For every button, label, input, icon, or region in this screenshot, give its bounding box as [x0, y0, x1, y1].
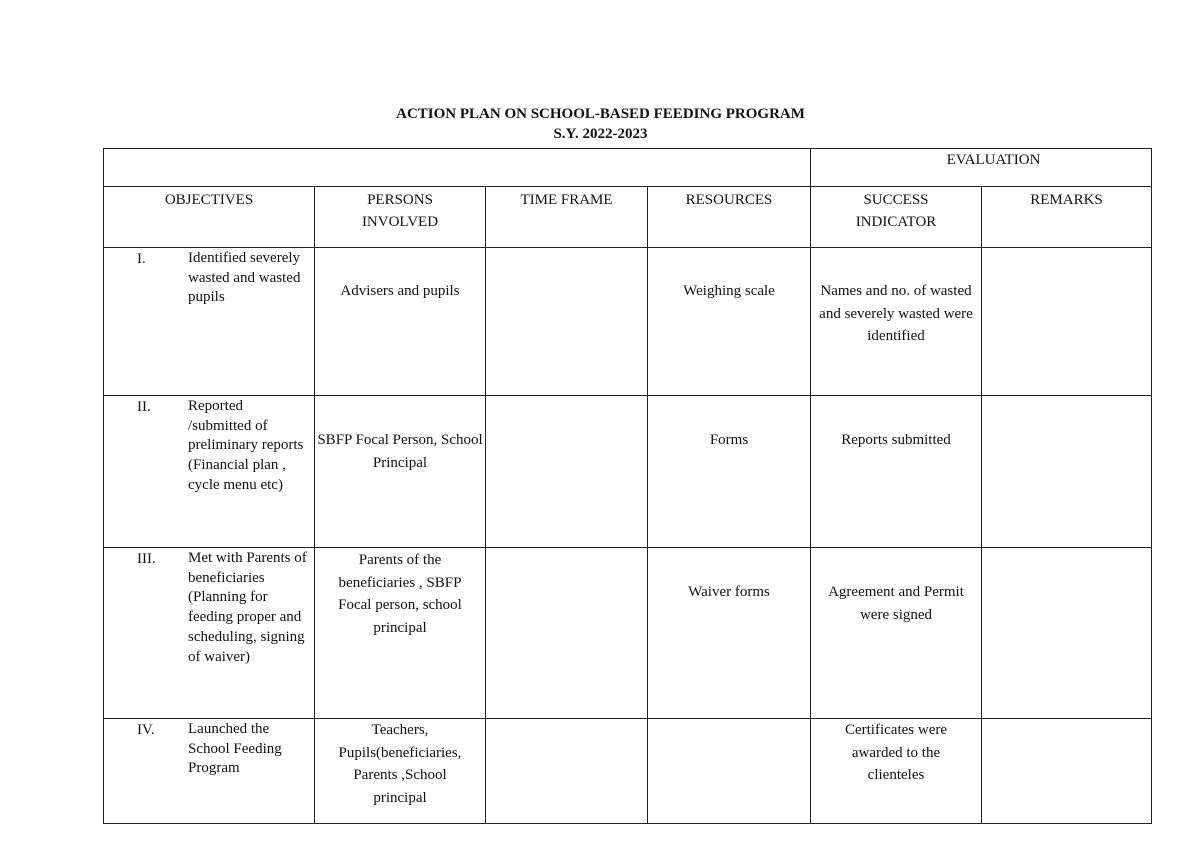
remarks-cell — [982, 719, 1152, 824]
objective-number: III. — [137, 551, 156, 567]
resources-header — [648, 187, 811, 248]
objective-number: II. — [137, 399, 151, 415]
table-row — [104, 396, 1152, 548]
blank-header-cell — [104, 149, 811, 187]
success-indicator-cell: Agreement and Permit were signed — [811, 548, 982, 719]
document-title: ACTION PLAN ON SCHOOL-BASED FEEDING PROGRAM — [396, 106, 805, 122]
column-header-row — [104, 187, 1152, 248]
time-frame-cell — [486, 548, 648, 719]
time-frame-cell — [486, 396, 648, 548]
resources-cell: Waiver forms — [648, 548, 811, 719]
resources-cell — [648, 719, 811, 824]
objective-cell — [104, 396, 315, 548]
success-indicator-header-label: SUCCESS INDICATOR — [855, 192, 937, 230]
evaluation-group-row — [104, 149, 1152, 187]
success-indicator-cell: Certificates were awarded to the clienteles — [811, 719, 982, 824]
remarks-cell — [982, 548, 1152, 719]
time-frame-header — [486, 187, 648, 248]
objective-number: I. — [137, 251, 146, 267]
success-indicator-text: Names and no. of wasted and severely wasted were identified — [819, 283, 973, 344]
table-row — [104, 719, 1152, 824]
time-frame-cell — [486, 719, 648, 824]
resources-header-label: RESOURCES — [685, 192, 773, 208]
persons-involved-cell: SBFP Focal Person, School Principal — [315, 396, 486, 548]
persons-involved-cell: Parents of the beneficiaries , SBFP Focal person, school principal — [315, 548, 486, 719]
success-indicator-cell — [811, 248, 982, 396]
objective-cell — [104, 719, 315, 824]
title-block — [0, 104, 1200, 144]
success-indicator-header — [811, 187, 982, 248]
time-frame-cell — [486, 248, 648, 396]
objective-text: Launched the School Feeding Program — [188, 721, 282, 777]
resources-cell: Weighing scale — [648, 248, 811, 396]
table-row — [104, 548, 1152, 719]
school-year: S.Y. 2022-2023 — [553, 126, 648, 142]
remarks-cell — [982, 248, 1152, 396]
objectives-header — [104, 187, 315, 248]
objectives-header-label: OBJECTIVES — [164, 192, 254, 208]
persons-involved-cell: Teachers, Pupils(beneficiaries, Parents ,School principal — [315, 719, 486, 824]
objective-number: IV. — [137, 722, 155, 738]
table-row — [104, 248, 1152, 396]
persons-involved-header — [315, 187, 486, 248]
time-frame-header-label: TIME FRAME — [520, 192, 613, 208]
objective-text: Met with Parents of beneficiaries (Planning for feeding proper and scheduling, signing of waiver) — [188, 550, 307, 665]
objective-text: Reported /submitted of preliminary reports (Financial plan , cycle menu etc) — [188, 398, 304, 493]
objective-cell — [104, 548, 315, 719]
success-indicator-cell: Reports submitted — [811, 396, 982, 548]
objective-cell — [104, 248, 315, 396]
persons-involved-header-label: PERSONS INVOLVED — [361, 192, 439, 230]
remarks-header-label: REMARKS — [1030, 192, 1103, 208]
resources-cell: Forms — [648, 396, 811, 548]
persons-involved-cell: Advisers and pupils — [315, 248, 486, 396]
remarks-header — [982, 187, 1152, 248]
action-plan-table — [103, 148, 1152, 824]
evaluation-header: EVALUATION — [811, 149, 1152, 187]
objective-text: Identified severely wasted and wasted pupils — [188, 250, 301, 306]
remarks-cell — [982, 396, 1152, 548]
